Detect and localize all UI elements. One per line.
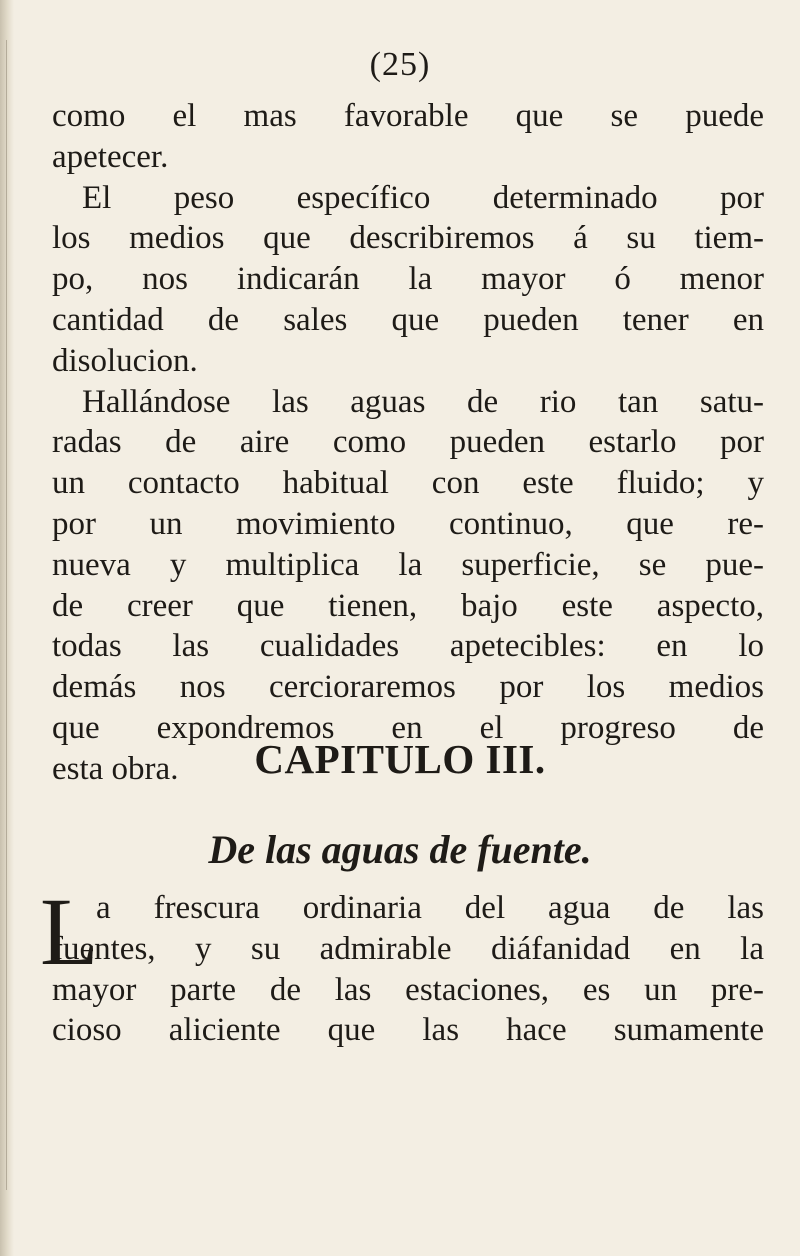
section-title: De las aguas de fuente.	[208, 827, 592, 872]
drop-cap: L	[40, 878, 99, 985]
text-line: nueva y multiplica la superficie, se pue-	[52, 546, 764, 583]
text-line: mayor parte de las estaciones, es un pre-	[52, 971, 764, 1008]
text-line: demás nos cercioraremos por los medios	[52, 669, 764, 706]
text-line: por un movimiento continuo, que re-	[52, 505, 764, 542]
text-line: Hallándose las aguas de rio tan satu-	[82, 383, 764, 420]
text-line: fuentes, y su admirable diáfanidad en la	[52, 930, 764, 967]
text-line: que expondremos en el progreso de	[52, 709, 764, 746]
section-body	[40, 878, 764, 1051]
text-line: todas las cualidades apetecibles: en lo	[52, 628, 764, 665]
text-line: un contacto habitual con este fluido; y	[52, 465, 764, 502]
text-line: El peso específico determinado por	[82, 179, 764, 216]
chapter-title: CAPITULO III.	[254, 736, 546, 782]
text-line: a frescura ordinaria del agua de las	[96, 890, 764, 926]
page-gutter	[0, 0, 14, 1256]
text-line: po, nos indicarán la mayor ó menor	[52, 261, 764, 298]
text-line: esta obra.	[52, 750, 179, 787]
text-line: cioso aliciente que las hace sumamente	[52, 1012, 764, 1049]
upper-text-block	[52, 96, 764, 790]
text-line: de creer que tienen, bajo este aspecto,	[52, 587, 764, 624]
text-line: los medios que describiremos á su tiem-	[52, 220, 764, 257]
text-line: como el mas favorable que se puede	[52, 98, 764, 134]
text-line: apetecer.	[52, 138, 169, 175]
text-line: radas de aire como pueden estarlo por	[52, 424, 764, 461]
text-line: cantidad de sales que pueden tener en	[52, 301, 764, 338]
page-number: (25)	[369, 46, 431, 83]
spine-shadow	[6, 40, 7, 1190]
text-line: disolucion.	[52, 342, 198, 379]
